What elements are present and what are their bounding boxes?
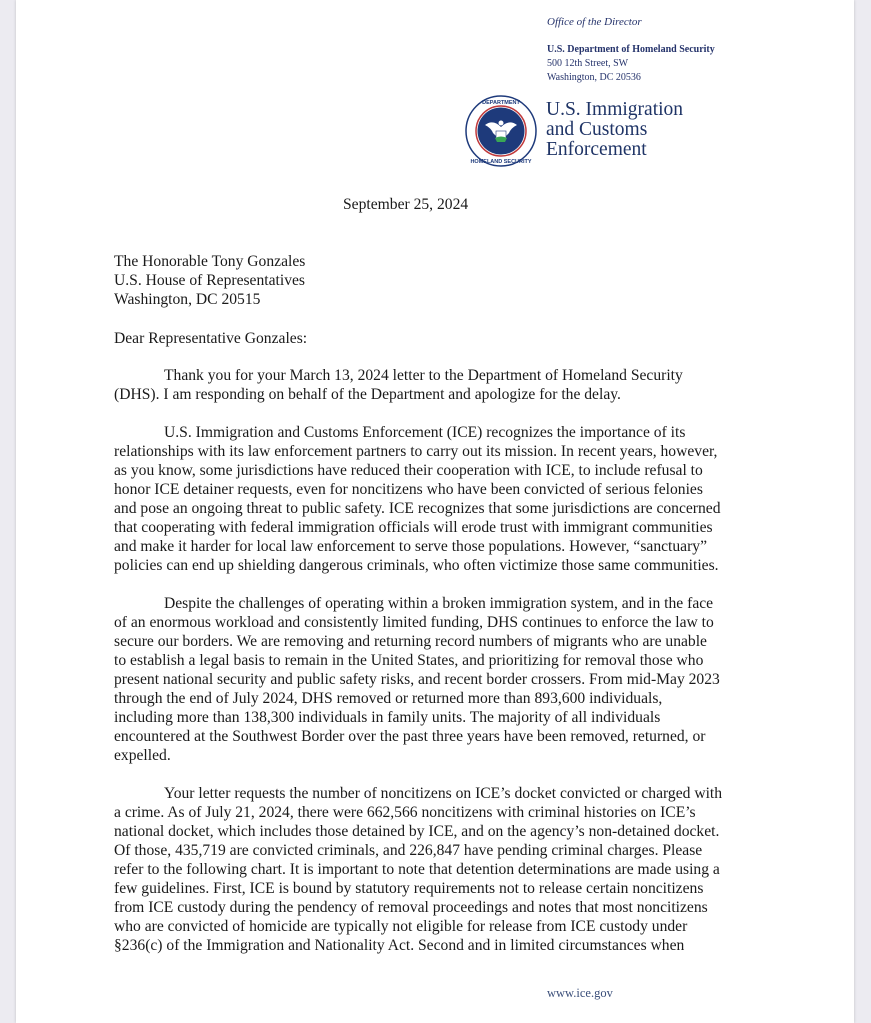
paragraph-line: relationships with its law enforcement partners to carry out its mission. In recent years, however, bbox=[114, 443, 718, 460]
agency-name-line2: and Customs bbox=[546, 119, 648, 140]
svg-text:DEPARTMENT: DEPARTMENT bbox=[482, 100, 520, 106]
paragraph-line: U.S. Immigration and Customs Enforcement (ICE) recognizes the importance of its bbox=[164, 424, 686, 441]
paragraph-line: (DHS). I am responding on behalf of the Department and apologize for the delay. bbox=[114, 386, 621, 403]
paragraph-line: national docket, which includes those detained by ICE, and on the agency’s non-detained docket. bbox=[114, 823, 720, 840]
office-of-director: Office of the Director bbox=[547, 16, 642, 28]
paragraph-line: policies can end up shielding dangerous criminals, who often victimize those same communities. bbox=[114, 557, 719, 574]
recipient-name: The Honorable Tony Gonzales bbox=[114, 253, 306, 270]
paragraph-line: refer to the following chart. It is important to note that detention determinations are made using a bbox=[114, 861, 720, 878]
paragraph-line: few guidelines. First, ICE is bound by statutory requirements not to release certain noncitizens bbox=[114, 880, 704, 897]
paragraph-line: encountered at the Southwest Border over the past three years have been removed, returned, or bbox=[114, 728, 706, 745]
paragraph-line: honor ICE detainer requests, even for noncitizens who have been convicted of serious felonies bbox=[114, 481, 703, 498]
salutation: Dear Representative Gonzales: bbox=[114, 330, 308, 347]
paragraph-line: Your letter requests the number of noncitizens on ICE’s docket convicted or charged with bbox=[164, 785, 723, 802]
dept-address-line1: 500 12th Street, SW bbox=[547, 58, 629, 69]
paragraph-line: Despite the challenges of operating within a broken immigration system, and in the face bbox=[164, 595, 714, 612]
paragraph-line: of an enormous workload and consistently limited funding, DHS continues to enforce the law to bbox=[114, 614, 714, 631]
svg-text:HOMELAND SECURITY: HOMELAND SECURITY bbox=[470, 159, 532, 165]
agency-name-line1: U.S. Immigration bbox=[546, 99, 684, 120]
paragraph-line: through the end of July 2024, DHS removed or returned more than 893,600 individuals, bbox=[114, 690, 663, 707]
paragraph-line: as you know, some jurisdictions have reduced their cooperation with ICE, to include refusal to bbox=[114, 462, 703, 479]
recipient-address: Washington, DC 20515 bbox=[114, 291, 261, 308]
paragraph-line: from ICE custody during the pendency of removal proceedings and notes that most noncitizens bbox=[114, 899, 708, 916]
paragraph-line: and pose an ongoing threat to public safety. ICE recognizes that some jurisdictions are concerned bbox=[114, 500, 721, 517]
paragraph-line: secure our borders. We are removing and returning record numbers of migrants who are unable bbox=[114, 633, 707, 650]
paragraph-line: present national security and public safety risks, and recent border crossers. From mid-May 2023 bbox=[114, 671, 720, 688]
letter-date: September 25, 2024 bbox=[343, 196, 469, 213]
dhs-seal-icon bbox=[465, 95, 537, 167]
paragraph-line: that cooperating with federal immigration officials will erode trust with immigrant communities bbox=[114, 519, 713, 536]
paragraph-line: expelled. bbox=[114, 747, 171, 764]
letter-page bbox=[16, 0, 854, 1023]
department-name: U.S. Department of Homeland Security bbox=[547, 44, 715, 55]
paragraph-line: including more than 138,300 individuals in family units. The majority of all individuals bbox=[114, 709, 661, 726]
agency-name-line3: Enforcement bbox=[546, 139, 647, 160]
paragraph-line: §236(c) of the Immigration and Nationality Act. Second and in limited circumstances when bbox=[114, 937, 685, 954]
paragraph-line: a crime. As of July 21, 2024, there were 662,566 noncitizens with criminal histories on ICE’s bbox=[114, 804, 696, 821]
paragraph-line: Thank you for your March 13, 2024 letter to the Department of Homeland Security bbox=[164, 367, 683, 384]
paragraph-line: Of those, 435,719 are convicted criminals, and 226,847 have pending criminal charges. Please bbox=[114, 842, 703, 859]
paragraph-line: who are convicted of homicide are typically not eligible for release from ICE custody under bbox=[114, 918, 688, 935]
footer-website-link[interactable]: www.ice.gov bbox=[547, 986, 613, 1000]
paragraph-line: and make it harder for local law enforcement to serve those populations. However, “sanctuary” bbox=[114, 538, 708, 555]
recipient-office: U.S. House of Representatives bbox=[114, 272, 305, 289]
dept-address-line2: Washington, DC 20536 bbox=[547, 72, 641, 83]
paragraph-line: to establish a legal basis to remain in the United States, and prioritizing for removal those who bbox=[114, 652, 704, 669]
